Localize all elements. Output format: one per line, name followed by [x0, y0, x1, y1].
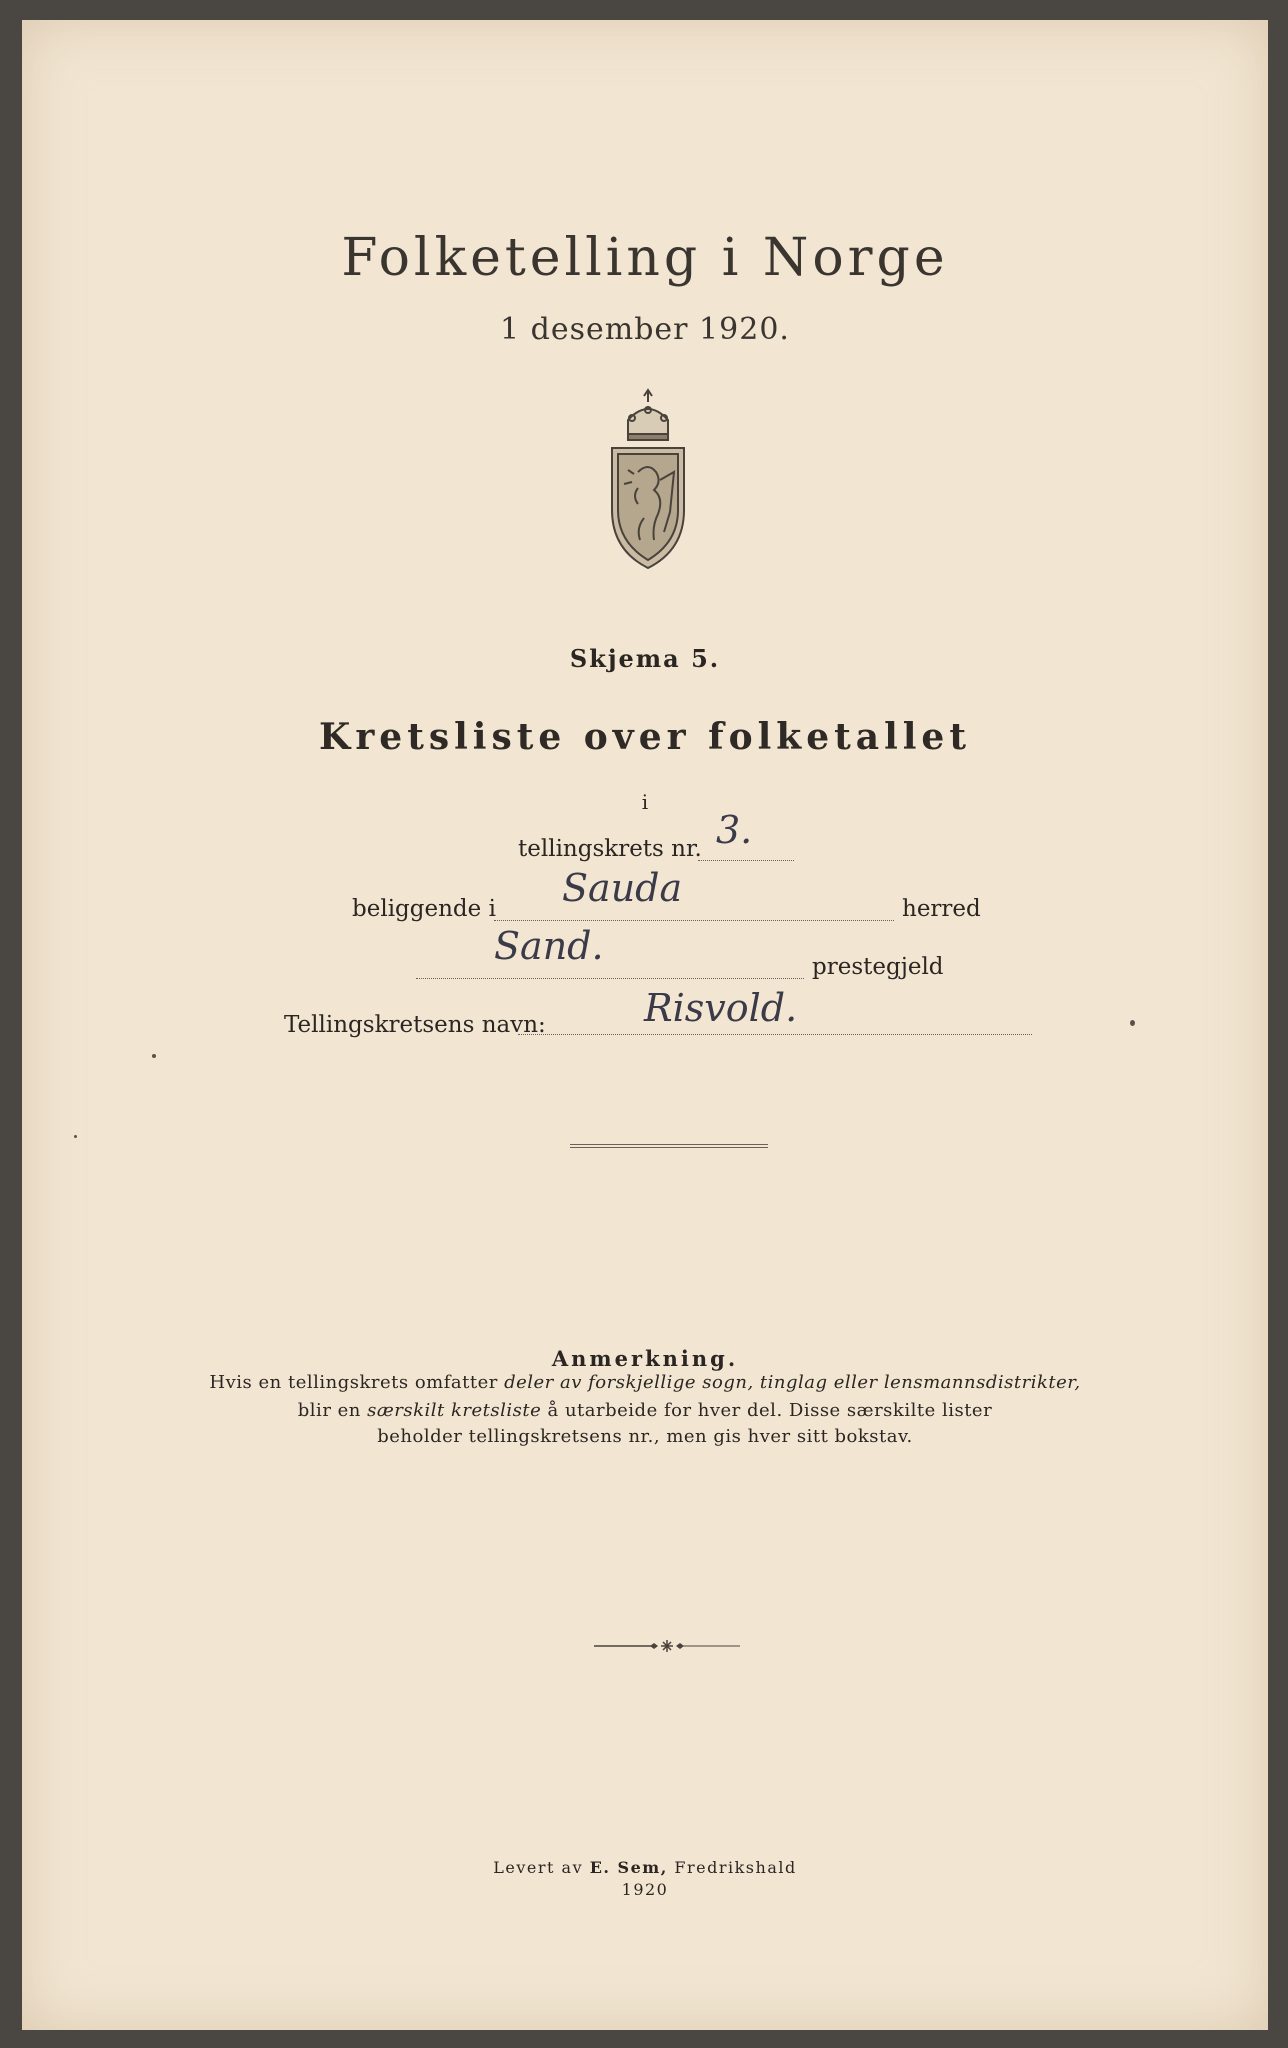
schema-number: Skjema 5.: [569, 644, 721, 673]
krets-label: tellingskrets nr.: [518, 836, 702, 862]
footer-printer-name: E. Sem,: [589, 1858, 668, 1877]
divider-rule: [570, 1144, 768, 1148]
krets-line: [698, 860, 794, 861]
document-date: 1 desember 1920.: [500, 312, 790, 347]
footer-printer: [22, 1858, 1268, 1877]
navn-value[interactable]: Risvold.: [644, 986, 798, 1030]
coat-of-arms-icon: [598, 388, 698, 578]
navn-label: Tellingskretsens navn:: [284, 1012, 546, 1038]
note-emphasis: særskilt kretsliste: [367, 1400, 542, 1421]
note-text: Hvis en tellingskrets omfatter: [209, 1372, 505, 1393]
paper-speck: [1130, 1020, 1135, 1026]
paper-speck: [74, 1135, 77, 1138]
note-line-3: beholder tellingskretsens nr., men gis hver sitt bokstav.: [377, 1426, 913, 1447]
ornament-divider-icon: [592, 1638, 742, 1654]
note-text: blir en: [297, 1400, 368, 1421]
note-text: å utarbeide for hver del. Disse særskilte lister: [541, 1400, 993, 1421]
beliggende-line: [494, 920, 894, 921]
beliggende-value[interactable]: Sauda: [562, 866, 683, 910]
document-heading: Kretsliste over folketallet: [319, 716, 971, 758]
connector-word: i: [641, 790, 649, 814]
footer-place: Fredrikshald: [667, 1858, 797, 1877]
prestegjeld-label: prestegjeld: [812, 954, 944, 980]
note-title: Anmerkning.: [551, 1346, 739, 1371]
footer-text: Levert av: [493, 1858, 590, 1877]
note-emphasis: deler av forskjellige sogn, tinglag eller lensmannsdistrikter,: [504, 1372, 1081, 1393]
beliggende-label: beliggende i: [352, 896, 496, 922]
krets-value[interactable]: 3.: [716, 808, 753, 852]
note-line-2: [22, 1400, 1268, 1421]
prestegjeld-value[interactable]: Sand.: [494, 924, 604, 968]
note-line-1: [22, 1372, 1268, 1393]
census-form-sheet: [22, 20, 1268, 2030]
paper-speck: [152, 1054, 156, 1058]
document-title: Folketelling i Norge: [341, 228, 949, 288]
prestegjeld-line: [416, 978, 804, 979]
navn-line: [518, 1034, 1032, 1035]
herred-label: herred: [902, 896, 981, 922]
footer-year: 1920: [621, 1880, 669, 1899]
